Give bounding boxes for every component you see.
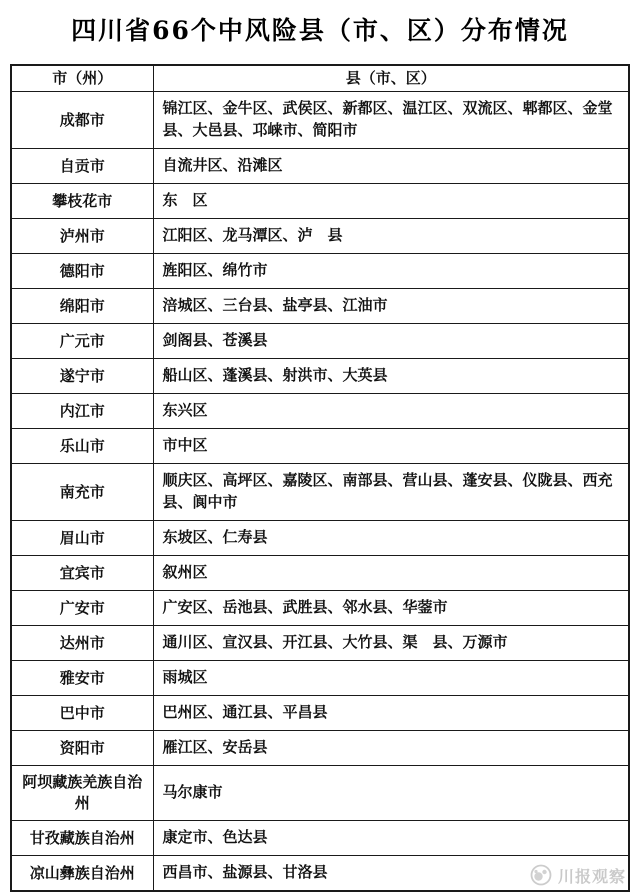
counties-cell: 巴州区、通江县、平昌县 [153,696,629,731]
city-cell: 南充市 [11,464,153,521]
city-cell: 内江市 [11,394,153,429]
counties-cell: 通川区、宣汉县、开江县、大竹县、渠 县、万源市 [153,626,629,661]
counties-cell: 涪城区、三台县、盐亭县、江油市 [153,289,629,324]
table-row [11,591,629,626]
counties-cell: 广安区、岳池县、武胜县、邻水县、华蓥市 [153,591,629,626]
table-row [11,429,629,464]
table-row [11,464,629,521]
city-cell: 自贡市 [11,149,153,184]
city-cell: 巴中市 [11,696,153,731]
city-cell: 资阳市 [11,731,153,766]
page-title: 四川省66个中风险县（市、区）分布情况 [71,16,569,45]
counties-cell: 自流井区、沿滩区 [153,149,629,184]
table-row [11,394,629,429]
counties-cell: 马尔康市 [153,766,629,821]
table-row [11,289,629,324]
city-cell: 雅安市 [11,661,153,696]
counties-cell: 船山区、蓬溪县、射洪市、大英县 [153,359,629,394]
watermark-label: 川报观察 [557,868,626,886]
city-cell: 成都市 [11,92,153,149]
counties-cell: 市中区 [153,429,629,464]
table-row [11,254,629,289]
table-row [11,696,629,731]
counties-cell: 东 区 [153,184,629,219]
counties-cell: 剑阁县、苍溪县 [153,324,629,359]
counties-cell: 雨城区 [153,661,629,696]
distribution-table [10,64,630,892]
table-row [11,856,629,892]
table-row [11,359,629,394]
counties-cell: 顺庆区、高坪区、嘉陵区、南部县、营山县、蓬安县、仪陇县、西充县、阆中市 [153,464,629,521]
table-row [11,661,629,696]
header-row [11,65,629,92]
city-cell: 泸州市 [11,219,153,254]
header-cell-city: 市（州） [11,65,153,92]
city-cell: 凉山彝族自治州 [11,856,153,892]
counties-cell: 康定市、色达县 [153,821,629,856]
table-row [11,219,629,254]
counties-cell: 锦江区、金牛区、武侯区、新都区、温江区、双流区、郫都区、金堂县、大邑县、邛崃市、简阳市 [153,92,629,149]
counties-cell: 西昌市、盐源县、甘洛县 [153,856,629,892]
city-cell: 宜宾市 [11,556,153,591]
table-row [11,626,629,661]
counties-cell: 东兴区 [153,394,629,429]
table-row [11,92,629,149]
counties-cell: 叙州区 [153,556,629,591]
city-cell: 广安市 [11,591,153,626]
city-cell: 乐山市 [11,429,153,464]
table-header [11,65,629,92]
table-row [11,556,629,591]
city-cell: 甘孜藏族自治州 [11,821,153,856]
table-row [11,821,629,856]
counties-cell: 江阳区、龙马潭区、泸 县 [153,219,629,254]
header-cell-counties: 县（市、区） [153,65,629,92]
city-cell: 德阳市 [11,254,153,289]
table-body [11,92,629,892]
table-row [11,766,629,821]
table-row [11,521,629,556]
city-cell: 攀枝花市 [11,184,153,219]
table-row [11,184,629,219]
counties-cell: 旌阳区、绵竹市 [153,254,629,289]
counties-cell: 东坡区、仁寿县 [153,521,629,556]
city-cell: 遂宁市 [11,359,153,394]
city-cell: 广元市 [11,324,153,359]
counties-cell: 雁江区、安岳县 [153,731,629,766]
table-row [11,324,629,359]
table-row [11,149,629,184]
city-cell: 眉山市 [11,521,153,556]
city-cell: 绵阳市 [11,289,153,324]
city-cell: 达州市 [11,626,153,661]
city-cell: 阿坝藏族羌族自治州 [11,766,153,821]
table-row [11,731,629,766]
